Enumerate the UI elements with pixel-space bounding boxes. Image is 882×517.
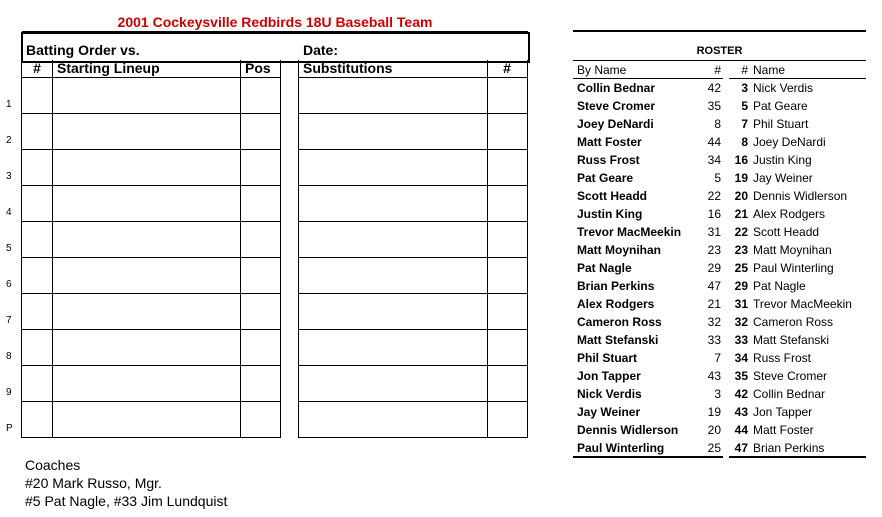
roster-player-number: 33	[707, 333, 721, 347]
coaches-heading: Coaches	[25, 457, 81, 473]
roster-number: 21	[734, 207, 748, 221]
roster-number: 47	[734, 441, 748, 455]
roster-player-number: 34	[707, 153, 721, 167]
row-number: P	[6, 423, 13, 434]
grid-vline	[240, 60, 241, 437]
grid-hline	[298, 437, 528, 438]
roster-number-name: Phil Stuart	[753, 117, 809, 131]
roster-player-number: 3	[714, 387, 721, 401]
by-name-num-header: #	[714, 63, 721, 77]
grid-hline	[21, 329, 281, 330]
roster-player-number: 22	[707, 189, 721, 203]
roster-number: 42	[734, 387, 748, 401]
roster-player-number: 43	[707, 369, 721, 383]
roster-player-number: 32	[707, 315, 721, 329]
roster-number-name: Dennis Widlerson	[753, 189, 848, 203]
roster-number: 16	[734, 153, 748, 167]
roster-player-name: Jay Weiner	[577, 405, 641, 419]
roster-player-number: 25	[707, 441, 721, 455]
roster-number-name: Matt Moynihan	[753, 243, 832, 257]
grid-hline	[298, 185, 528, 186]
by-num-name-header: Name	[753, 63, 786, 77]
roster-number-name: Trevor MacMeekin	[753, 297, 852, 311]
batting-order-label: Batting Order vs.	[26, 42, 140, 58]
roster-number-name: Brian Perkins	[753, 441, 825, 455]
roster-number: 3	[741, 81, 748, 95]
roster-player-name: Russ Frost	[577, 153, 640, 167]
grid-hline	[21, 113, 281, 114]
roster-player-name: Pat Geare	[577, 171, 634, 185]
grid-vline	[298, 60, 299, 437]
roster-divider	[573, 60, 866, 61]
roster-number-name: Cameron Ross	[753, 315, 834, 329]
roster-player-number: 20	[707, 423, 721, 437]
roster-player-number: 16	[707, 207, 721, 221]
roster-number-name: Joey DeNardi	[753, 135, 826, 149]
by-name-header: By Name	[577, 63, 627, 77]
grid-hline	[298, 293, 528, 294]
row-number: 8	[6, 351, 12, 362]
roster-player-number: 31	[707, 225, 721, 239]
roster-player-name: Nick Verdis	[577, 387, 642, 401]
roster-number: 22	[734, 225, 748, 239]
by-num-num-header: #	[741, 63, 748, 77]
roster-player-name: Scott Headd	[577, 189, 648, 203]
grid-hline	[21, 437, 281, 438]
roster-player-name: Collin Bednar	[577, 81, 656, 95]
roster-player-name: Steve Cromer	[577, 99, 656, 113]
roster-header-underline-right	[729, 78, 866, 79]
row-number: 2	[6, 135, 12, 146]
grid-hline	[21, 221, 281, 222]
roster-number-name: Matt Stefanski	[753, 333, 830, 347]
row-number: 6	[6, 279, 12, 290]
grid-hline	[21, 257, 281, 258]
roster-player-name: Phil Stuart	[577, 351, 638, 365]
page-title: 2001 Cockeysville Redbirds 18U Baseball Team	[22, 14, 528, 33]
roster-player-name: Brian Perkins	[577, 279, 655, 293]
grid-vline	[487, 60, 488, 437]
roster-number-name: Justin King	[753, 153, 812, 167]
roster-number: 33	[734, 333, 748, 347]
roster-player-name: Cameron Ross	[577, 315, 662, 329]
roster-player-number: 23	[707, 243, 721, 257]
grid-vline	[527, 60, 528, 437]
roster-player-number: 19	[707, 405, 721, 419]
roster-player-name: Pat Nagle	[577, 261, 632, 275]
roster-number-name: Pat Geare	[753, 99, 808, 113]
grid-hline	[298, 401, 528, 402]
roster-player-name: Justin King	[577, 207, 643, 221]
roster-player-number: 21	[707, 297, 721, 311]
roster-number-name: Paul Winterling	[753, 261, 834, 275]
roster-player-name: Dennis Widlerson	[577, 423, 679, 437]
roster-number-name: Russ Frost	[753, 351, 812, 365]
roster-player-number: 29	[707, 261, 721, 275]
roster-player-number: 47	[707, 279, 721, 293]
row-number: 5	[6, 243, 12, 254]
roster-number: 44	[734, 423, 748, 437]
roster-number-name: Steve Cromer	[753, 369, 828, 383]
col-pos-header: Pos	[245, 60, 271, 76]
roster-bottom-right	[729, 456, 866, 458]
grid-vline	[280, 60, 281, 437]
coaches-line-2: #5 Pat Nagle, #33 Jim Lundquist	[25, 493, 228, 509]
roster-player-number: 7	[714, 351, 721, 365]
grid-hline	[298, 329, 528, 330]
roster-number: 20	[734, 189, 748, 203]
row-number: 4	[6, 207, 12, 218]
grid-hline	[21, 77, 281, 78]
roster-number: 35	[734, 369, 748, 383]
roster-player-name: Jon Tapper	[577, 369, 641, 383]
grid-hline	[298, 257, 528, 258]
roster-bottom-left	[573, 456, 723, 458]
roster-number: 43	[734, 405, 748, 419]
grid-hline	[298, 221, 528, 222]
roster-player-number: 44	[707, 135, 721, 149]
grid-hline	[298, 77, 528, 78]
grid-hline	[21, 149, 281, 150]
roster-header	[573, 30, 866, 62]
col-starting-header: Starting Lineup	[57, 60, 160, 76]
coaches-line-1: #20 Mark Russo, Mgr.	[25, 475, 162, 491]
roster-title: ROSTER	[696, 45, 743, 57]
roster-number: 25	[734, 261, 748, 275]
roster-player-name: Alex Rodgers	[577, 297, 655, 311]
row-number: 7	[6, 315, 12, 326]
roster-number-name: Scott Headd	[753, 225, 820, 239]
col-subs-header: Substitutions	[303, 60, 393, 76]
row-number: 1	[6, 99, 12, 110]
row-number: 3	[6, 171, 12, 182]
grid-vline	[52, 60, 53, 437]
roster-number-name: Alex Rodgers	[753, 207, 826, 221]
roster-number-name: Jon Tapper	[753, 405, 813, 419]
roster-player-number: 8	[714, 117, 721, 131]
roster-player-number: 42	[707, 81, 721, 95]
roster-player-name: Matt Foster	[577, 135, 642, 149]
roster-number-name: Jay Weiner	[753, 171, 813, 185]
col-num-header: #	[33, 60, 41, 76]
roster-number-name: Pat Nagle	[753, 279, 806, 293]
grid-hline	[298, 365, 528, 366]
roster-number: 32	[734, 315, 748, 329]
roster-number: 23	[734, 243, 748, 257]
date-label: Date:	[303, 42, 339, 58]
roster-player-name: Joey DeNardi	[577, 117, 654, 131]
roster-number: 34	[734, 351, 748, 365]
roster-player-number: 5	[714, 171, 721, 185]
grid-hline	[298, 113, 528, 114]
roster-player-name: Matt Moynihan	[577, 243, 661, 257]
grid-hline	[21, 401, 281, 402]
roster-number: 5	[741, 99, 748, 113]
roster-header-underline-left	[573, 78, 723, 79]
roster-number: 29	[734, 279, 748, 293]
roster-number: 7	[741, 117, 748, 131]
roster-number: 8	[741, 135, 748, 149]
grid-hline	[21, 365, 281, 366]
roster-number: 31	[734, 297, 748, 311]
grid-hline	[21, 293, 281, 294]
roster-number: 19	[734, 171, 748, 185]
roster-player-name: Paul Winterling	[577, 441, 665, 455]
roster-player-number: 35	[707, 99, 721, 113]
grid-hline	[298, 149, 528, 150]
row-number: 9	[6, 387, 12, 398]
col-num2-header: #	[503, 60, 511, 76]
roster-number-name: Nick Verdis	[753, 81, 814, 95]
roster-number-name: Collin Bednar	[753, 387, 826, 401]
grid-hline	[21, 185, 281, 186]
roster-player-name: Matt Stefanski	[577, 333, 659, 347]
grid-vline	[21, 60, 22, 437]
roster-number-name: Matt Foster	[753, 423, 814, 437]
roster-player-name: Trevor MacMeekin	[577, 225, 682, 239]
